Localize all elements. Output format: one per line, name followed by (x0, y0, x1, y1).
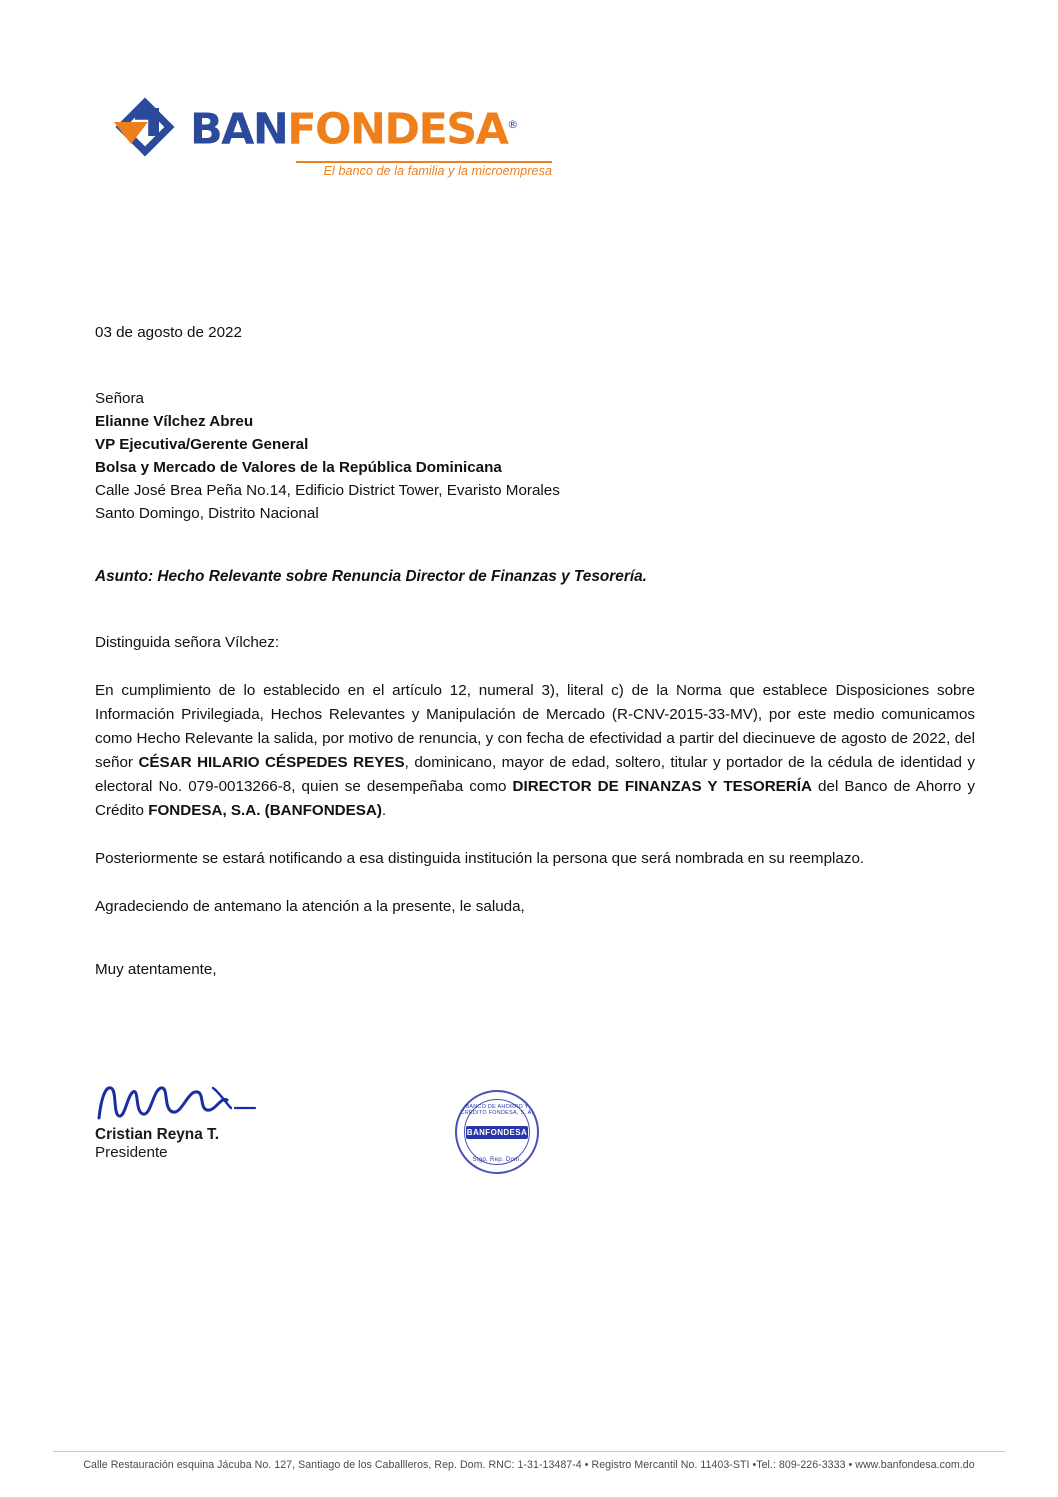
addressee-honorific: Señora (95, 389, 144, 407)
seal-arc-top-text: BANCO DE AHORRO Y CRÉDITO FONDESA, S. A. (460, 1104, 534, 1116)
signer-title: Presidente (95, 1144, 168, 1161)
letter-paragraph-1 (95, 679, 975, 823)
addressee-address: Calle José Brea Peña No.14, Edificio District Tower, Evaristo Morales (95, 482, 560, 500)
letter-date: 03 de agosto de 2022 (95, 324, 242, 341)
addressee-position: VP Ejecutiva/Gerente General (95, 435, 309, 453)
registered-mark-icon: ® (507, 117, 519, 131)
handwritten-signature-icon (95, 1078, 265, 1124)
brand-tagline: El banco de la familia y la microempresa (323, 164, 552, 178)
company-seal-stamp (455, 1090, 539, 1174)
paragraph-1-name: CÉSAR HILARIO CÉSPEDES REYES (138, 754, 405, 772)
brand-wordmark (190, 100, 518, 154)
addressee-organization: Bolsa y Mercado de Valores de la República Dominicana (95, 459, 502, 477)
paragraph-1-text-b: , dominicano, mayor de edad, soltero, titular y portador de la cédula de identidad y electoral No. 079-0013266-8, quien se desempeñaba como (95, 754, 975, 796)
paragraph-1-text-a: En cumplimiento de lo establecido en el artículo 12, numeral 3), literal c) de la Norma que establece Disposiciones sobre Información Privilegiada, Hechos Relevantes y Manipulación de Mercado (R-CNV-2015-33-MV), por este medio comunicamos como Hecho Relevante la salida, por motivo de renuncia, y con fecha de efectividad a partir del diecinueve de agosto de 2022, del señor (95, 682, 975, 772)
signature-block (95, 1078, 515, 1161)
letter-subject: Asunto: Hecho Relevante sobre Renuncia Director de Finanzas y Tesorería. (95, 568, 647, 586)
paragraph-1-text-d: . (381, 802, 387, 820)
letter-paragraph-2: Posteriormente se estará notificando a esa distinguida institución la persona que será nombrada en su reemplazo. (95, 850, 865, 868)
letter-closing: Muy atentamente, (95, 961, 217, 979)
paragraph-1-role: DIRECTOR DE FINANZAS Y TESORERÍA (512, 778, 812, 796)
paragraph-1-text-c: del Banco de Ahorro y Crédito (95, 778, 975, 820)
letterhead (112, 96, 552, 196)
addressee-block (95, 387, 975, 526)
brand-wordmark-fondesa: FONDESA (287, 104, 508, 155)
letter-paragraph-3: Agradeciendo de antemano la atención a la presente, le saluda, (95, 898, 525, 916)
brand-wordmark-ban: BAN (190, 104, 288, 155)
footer-contact-text: Calle Restauración esquina Jácuba No. 127, Santiago de los Caballleros, Rep. Dom. RNC: 1-31-13487-4 • Registro Mercantil No. 11403-STI •Tel.: 809-226-3333 • www.banfondesa.com.do (83, 1459, 975, 1471)
brand-logo (112, 96, 552, 158)
letter-body (95, 322, 975, 982)
tagline-divider (296, 161, 552, 163)
footer-divider (53, 1451, 1005, 1452)
paragraph-1-entity: FONDESA, S.A. (BANFONDESA) (148, 802, 382, 820)
addressee-name: Elianne Vílchez Abreu (95, 412, 254, 430)
signer-name: Cristian Reyna T. (95, 1126, 220, 1143)
banfondesa-diamond-icon (112, 96, 186, 158)
seal-band-text: BANFONDESA (466, 1128, 528, 1137)
page-footer (0, 1451, 1058, 1471)
seal-arc-bottom-text: Stgo. Rep. Dom. (472, 1157, 522, 1163)
letter-salutation: Distinguida señora Vílchez: (95, 634, 280, 652)
addressee-city: Santo Domingo, Distrito Nacional (95, 505, 319, 523)
